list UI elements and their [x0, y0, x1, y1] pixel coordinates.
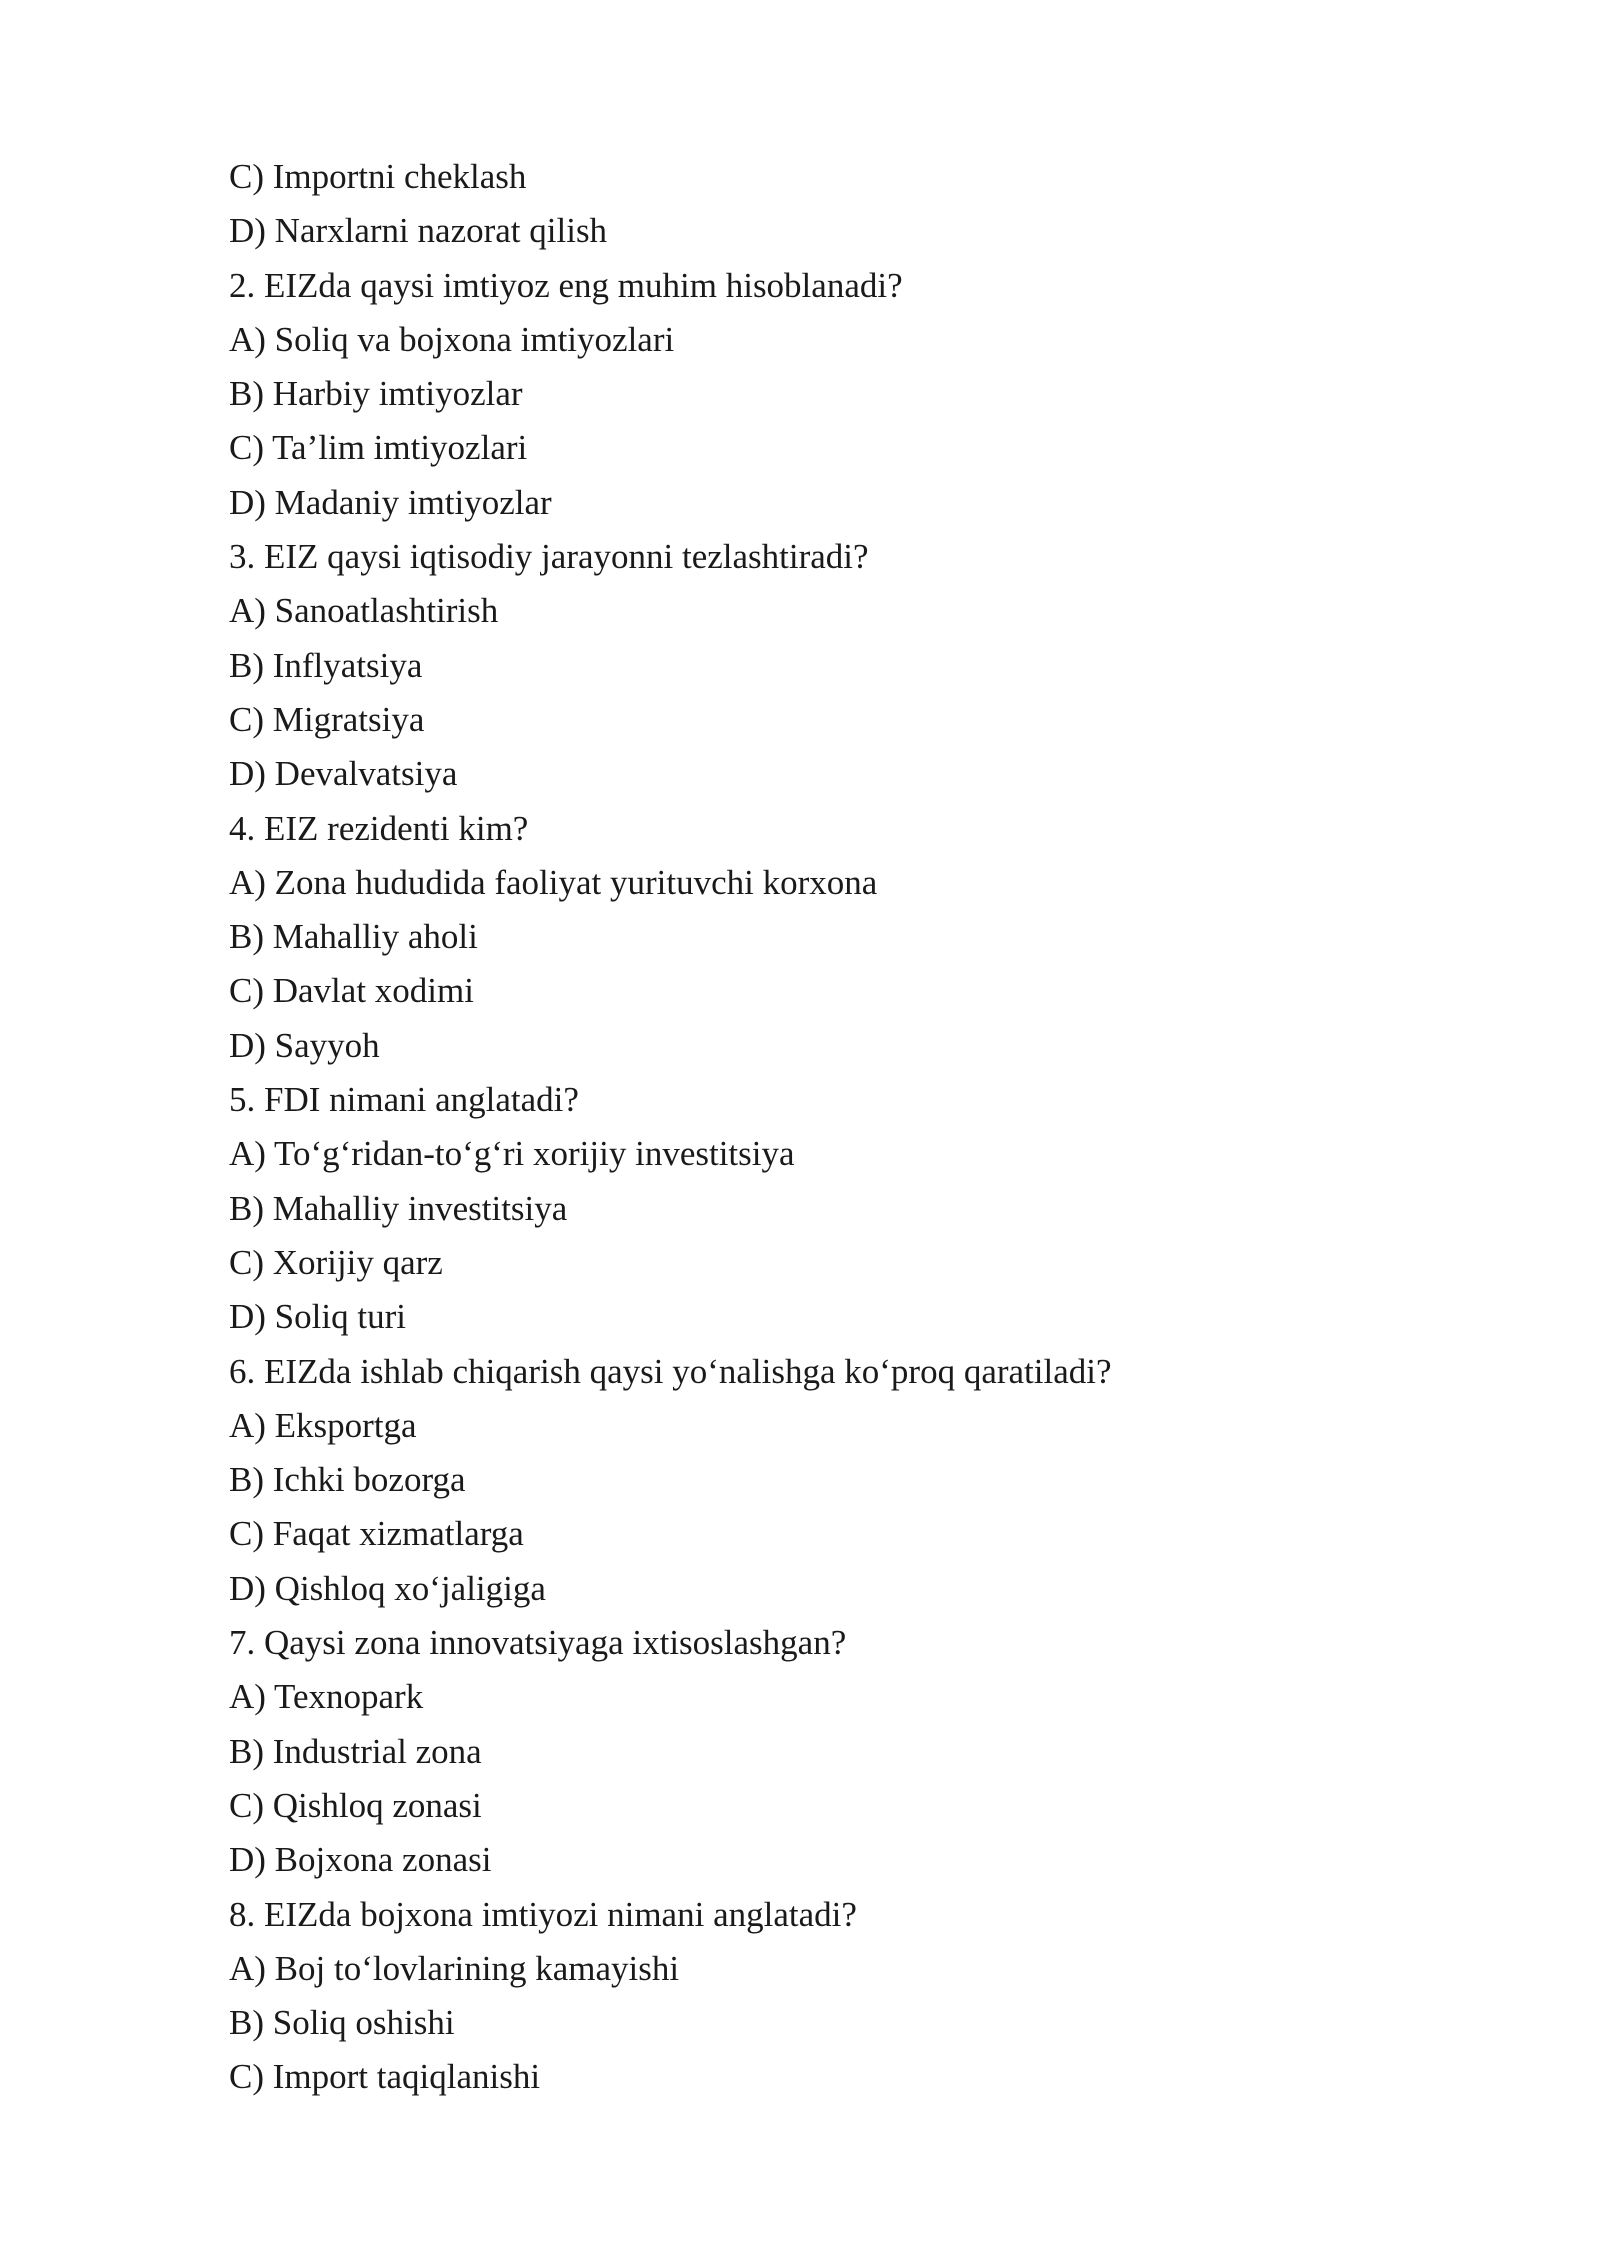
answer-option: B) Mahalliy aholi: [229, 917, 478, 957]
answer-option: C) Qishloq zonasi: [229, 1785, 482, 1825]
answer-option: C) Importni cheklash: [229, 157, 527, 196]
answer-option: D) Soliq turi: [229, 1297, 406, 1337]
answer-option: A) Sanoatlashtirish: [229, 591, 499, 631]
answer-option: C) Import taqiqlanishi: [229, 2057, 541, 2097]
answer-option: B) Inflyatsiya: [229, 645, 423, 685]
answer-option: A) Boj to‘lovlarining kamayishi: [229, 1948, 680, 1988]
answer-option: A) Soliq va bojxona imtiyozlari: [229, 319, 675, 359]
question-text: 6. EIZda ishlab chiqarish qaysi yo‘nalishga ko‘proq qaratiladi?: [229, 1351, 1112, 1391]
answer-option: B) Mahalliy investitsiya: [229, 1188, 568, 1228]
question-text: 3. EIZ qaysi iqtisodiy jarayonni tezlashtiradi?: [229, 537, 869, 577]
answer-option: D) Bojxona zonasi: [229, 1840, 492, 1880]
question-text: 5. FDI nimani anglatadi?: [229, 1080, 579, 1120]
quiz-text-block: [229, 150, 1429, 2105]
answer-option: B) Ichki bozorga: [229, 1460, 466, 1500]
question-text: 8. EIZda bojxona imtiyozi nimani anglatadi?: [229, 1894, 857, 1934]
answer-option: A) To‘g‘ridan-to‘g‘ri xorijiy investitsiya: [229, 1134, 795, 1174]
answer-option: C) Ta’lim imtiyozlari: [229, 428, 528, 468]
answer-option: B) Harbiy imtiyozlar: [229, 374, 523, 414]
answer-option: A) Texnopark: [229, 1677, 424, 1717]
answer-option: D) Qishloq xo‘jaligiga: [229, 1568, 546, 1608]
answer-option: C) Faqat xizmatlarga: [229, 1514, 524, 1554]
answer-option: A) Zona hududida faoliyat yurituvchi korxona: [229, 862, 878, 902]
answer-option: C) Migratsiya: [229, 699, 425, 739]
answer-option: D) Madaniy imtiyozlar: [229, 482, 552, 522]
answer-option: A) Eksportga: [229, 1405, 417, 1445]
answer-option: D) Devalvatsiya: [229, 754, 458, 794]
answer-option: C) Xorijiy qarz: [229, 1242, 443, 1282]
answer-option: B) Soliq oshishi: [229, 2003, 455, 2043]
answer-option: D) Sayyoh: [229, 1025, 380, 1065]
question-text: 7. Qaysi zona innovatsiyaga ixtisoslashgan?: [229, 1623, 847, 1663]
question-text: 2. EIZda qaysi imtiyoz eng muhim hisoblanadi?: [229, 265, 903, 305]
question-text: 4. EIZ rezidenti kim?: [229, 808, 529, 848]
answer-option: C) Davlat xodimi: [229, 971, 474, 1011]
answer-option: D) Narxlarni nazorat qilish: [229, 211, 608, 251]
answer-option: B) Industrial zona: [229, 1731, 482, 1771]
